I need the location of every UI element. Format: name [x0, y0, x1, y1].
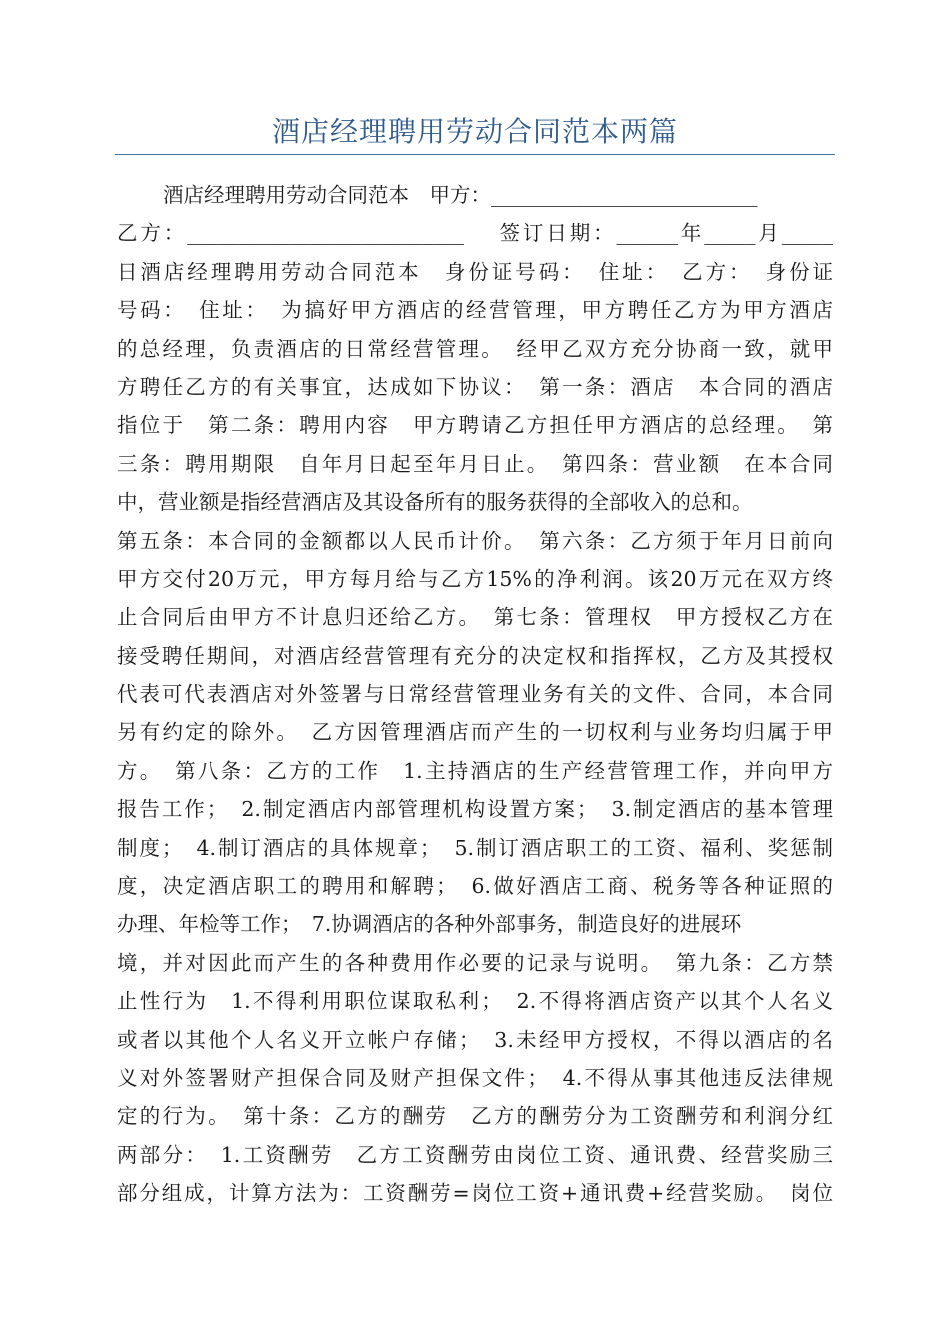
- text-line: 两部分： 1.工资酬劳 乙方工资酬劳由岗位工资、通讯费、经营奖励三: [117, 1142, 833, 1167]
- text-line: 止性行为 1.不得利用职位谋取私利； 2.不得将酒店资产以其个人名义: [117, 989, 833, 1014]
- text-line: 境，并对因此而产生的各种费用作必要的记录与说明。 第九条：乙方禁: [117, 950, 833, 975]
- text-line: 第五条：本合同的金额都以人民币计价。 第六条：乙方须于年月日前向: [117, 528, 833, 553]
- text-line: 甲方交付20万元，甲方每月给与乙方15%的净利润。该20万元在双方终: [117, 566, 833, 591]
- title-underline: [115, 154, 835, 155]
- document-body: [117, 176, 833, 1213]
- document-title: 酒店经理聘用劳动合同范本两篇: [271, 115, 678, 148]
- text-line: 指位于 第二条：聘用内容 甲方聘请乙方担任甲方酒店的总经理。 第: [117, 413, 833, 438]
- text-line: 方聘任乙方的有关事宜，达成如下协议： 第一条：酒店 本合同的酒店: [117, 374, 833, 399]
- text-line: 制度； 4.制订酒店的具体规章； 5.制订酒店职工的工资、福利、奖惩制: [117, 835, 833, 860]
- text-line: 止合同后由甲方不计息归还给乙方。 第七条：管理权 甲方授权乙方在: [117, 605, 833, 630]
- text-line: 度，决定酒店职工的聘用和解聘； 6.做好酒店工商、税务等各种证照的: [117, 874, 833, 899]
- text-line: 另有约定的除外。 乙方因管理酒店而产生的一切权利与业务均归属于甲: [117, 720, 833, 745]
- text-line: 方。 第八条：乙方的工作 1.主持酒店的生产经营管理工作，并向甲方: [117, 758, 833, 783]
- text-line: 定的行为。 第十条：乙方的酬劳 乙方的酬劳分为工资酬劳和利润分红: [117, 1104, 833, 1129]
- text-line: 或者以其他个人名义开立帐户存储； 3.未经甲方授权，不得以酒店的名: [117, 1027, 833, 1052]
- text-line: 代表可代表酒店对外签署与日常经营管理业务有关的文件、合同，本合同: [117, 682, 833, 707]
- text-line: 日酒店经理聘用劳动合同范本 身份证号码： 住址： 乙方： 身份证: [117, 259, 833, 284]
- text-line: 报告工作； 2.制定酒店内部管理机构设置方案； 3.制定酒店的基本管理: [117, 797, 833, 822]
- text-line: 三条：聘用期限 自年月日起至年月日止。 第四条：营业额 在本合同: [117, 451, 833, 476]
- text-line: 办理、年检等工作； 7.协调酒店的各种外部事务，制造良好的进展环: [117, 912, 742, 937]
- text-line: 部分组成，计算方法为：工资酬劳=岗位工资+通讯费+经营奖励。 岗位: [117, 1181, 833, 1206]
- text-line: 酒店经理聘用劳动合同范本 甲方：__________________________: [163, 183, 758, 207]
- text-line: 接受聘任期间，对酒店经营管理有充分的决定权和指挥权，乙方及其授权: [117, 643, 833, 668]
- text-line: 号码： 住址： 为搞好甲方酒店的经营管理，甲方聘任乙方为甲方酒店: [117, 298, 833, 323]
- text-line: 义对外签署财产担保合同及财产担保文件； 4.不得从事其他违反法律规: [117, 1065, 833, 1090]
- text-line: 乙方：___________________________ 签订日期：______年_____月_____: [117, 221, 833, 246]
- text-line: 中，营业额是指经营酒店及其设备所有的服务获得的全部收入的总和。: [117, 490, 753, 515]
- text-line: 的总经理，负责酒店的日常经营管理。 经甲乙双方充分协商一致，就甲: [117, 336, 833, 361]
